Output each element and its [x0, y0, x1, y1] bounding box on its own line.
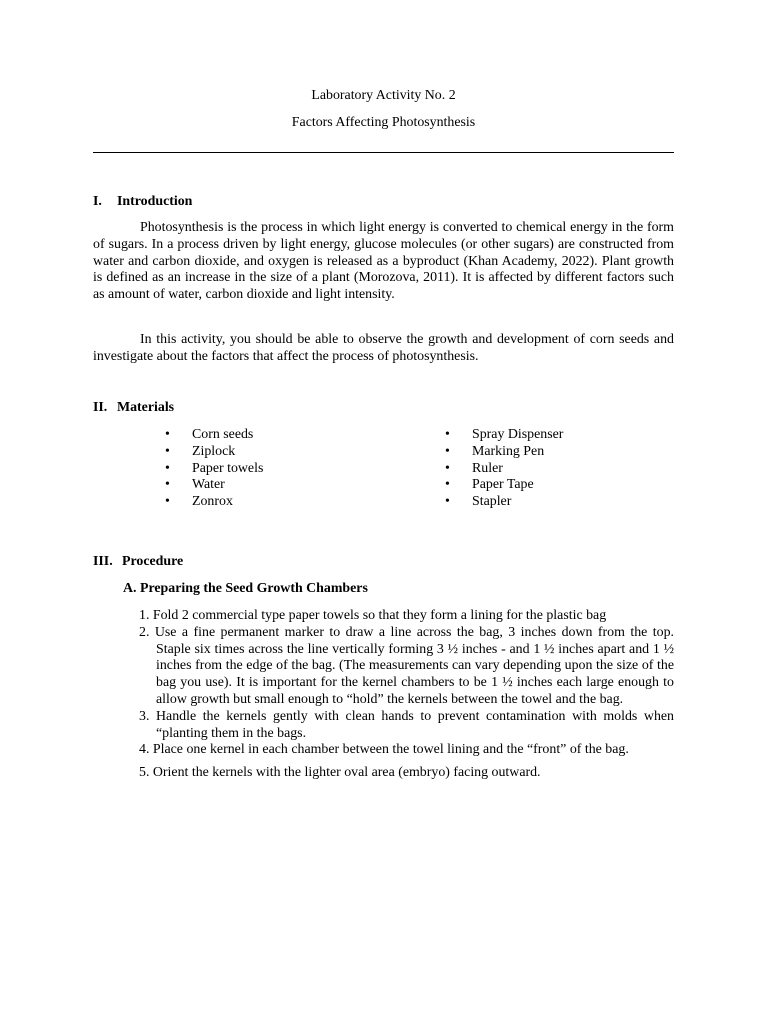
list-item: 5. Orient the kernels with the lighter oval area (embryo) facing outward.	[139, 765, 541, 781]
procedure-subheading: A. Preparing the Seed Growth Chambers	[123, 581, 368, 596]
list-item: 2. Use a fine permanent marker to draw a line across the bag, 3 inches down from the top. Staple six times across the line vertically forming 3 ½ inches - and 1 ½ inches apart and 1 ½ inches from the edge of the bag. (The measurements can vary depending upon the size of the bag you use). It is important for the kernel chambers to be 1 ½ inches each large enough to allow growth but small enough to “hold” the kernels between the towel and the bag.	[139, 624, 674, 707]
list-item: • Spray Dispenser	[445, 427, 564, 442]
introduction-paragraph-1: Photosynthesis is the process in which light energy is converted to chemical energy in the form of sugars. In a process driven by light energy, glucose molecules (or other sugars) are constructed from water and carbon dioxide, and oxygen is released as a byproduct (Khan Academy, 2022). Plant growth is defined as an increase in the size of a plant (Morozova, 2011). It is affected by different factors such as amount of water, carbon dioxide and light intensity.	[93, 220, 674, 303]
list-item: • Ruler	[445, 460, 503, 476]
document-title: Laboratory Activity No. 2	[311, 88, 456, 103]
document-subtitle: Factors Affecting Photosynthesis	[291, 115, 476, 130]
list-item: • Water	[165, 477, 225, 493]
list-item: • Zonrox	[165, 494, 233, 510]
section-title: Procedure	[122, 554, 184, 569]
list-item: 4. Place one kernel in each chamber between the towel lining and the “front” of the bag.	[139, 742, 629, 758]
section-number: III.	[93, 554, 113, 569]
introduction-paragraph-2: In this activity, you should be able to observe the growth and development of corn seeds and investigate about the factors that affect the process of photosynthesis.	[93, 332, 674, 364]
section-title: Materials	[117, 400, 175, 415]
section-title: Introduction	[117, 194, 193, 209]
list-item: • Paper towels	[165, 460, 264, 476]
section-number: I.	[93, 194, 102, 209]
materials-list-right	[445, 427, 563, 511]
section-number: II.	[93, 400, 108, 415]
list-item: • Ziplock	[165, 443, 236, 459]
list-item: • Marking Pen	[445, 443, 545, 459]
procedure-heading	[93, 554, 183, 571]
introduction-heading	[93, 194, 192, 211]
list-item: • Corn seeds	[165, 427, 254, 442]
list-item: 3. Handle the kernels gently with clean hands to prevent contamination with molds when “planting them in the bags.	[139, 708, 674, 741]
horizontal-rule	[93, 152, 674, 153]
list-item: 1. Fold 2 commercial type paper towels so that they form a lining for the plastic bag	[139, 608, 607, 623]
procedure-steps	[139, 608, 674, 782]
materials-heading	[93, 400, 174, 417]
list-item: • Paper Tape	[445, 477, 534, 493]
list-item: • Stapler	[445, 494, 512, 510]
materials-list-left	[165, 427, 263, 511]
